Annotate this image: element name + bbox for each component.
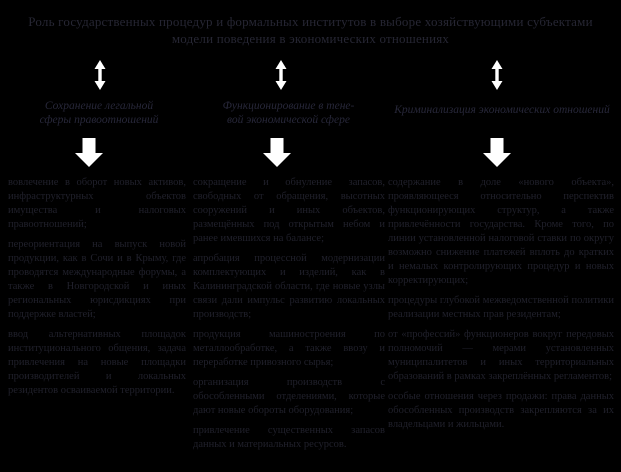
list-item: от «профессий» функционеров вокруг передовых полномочий — мерами установленных муниципалитетов и иных территориальных образований в рамках закреплённых регламентов; bbox=[388, 329, 614, 382]
list-item: ввод альтернативных площадок институционального общения, задача привлечения на новые площадки производителей и локальных резидентов осваиваемой территории. bbox=[8, 329, 186, 396]
title-line-2: модели поведения в экономических отношениях bbox=[171, 31, 450, 46]
list-item: особые отношения через продажи: права данных обособленных производств закрепляются за их владельцами и жильцами. bbox=[388, 391, 614, 430]
column-header-criminal bbox=[390, 104, 614, 118]
column-body-legal bbox=[8, 176, 186, 398]
list-item: организация производств с обособленными отделениями, которые дают новые обороты оборудования; bbox=[193, 377, 385, 416]
block-down-arrow-icon bbox=[75, 138, 103, 167]
double-arrow-icon bbox=[94, 60, 106, 90]
list-item: вовлечение в оборот новых активов, инфраструктурных объектов имущества и налоговых правоотношений; bbox=[8, 177, 186, 230]
list-item: продукция машиностроения по металлообработке, а также ввозу и переработке привозного сырья; bbox=[193, 329, 385, 368]
list-item: содержание в доле «нового объекта», проявляющееся относительно перспектив функционирующих структур, а также привлечённости государства. Кроме того, по линии установленной налоговой ставки по округу возможно снижение платежей вплоть до кратких и немалых контролирующих процедур и новых корректирующих; bbox=[388, 177, 614, 286]
double-arrow-icon bbox=[491, 60, 503, 90]
list-item: сокращение и обнуление запасов, свободных от обращения, высотных сооружений и иных объектов, размещённых под открытым небом и ранее имевшихся на балансе; bbox=[193, 177, 385, 244]
column-header-legal bbox=[15, 100, 183, 127]
column-header-shadow bbox=[196, 100, 381, 127]
title-line-1: Роль государственных процедур и формальных институтов в выборе хозяйствующими субъектами bbox=[28, 14, 593, 29]
list-item: привлечение существенных запасов данных и материальных ресурсов. bbox=[193, 425, 385, 450]
column-header-line: Криминализация экономических отношений bbox=[394, 104, 610, 116]
list-item: апробация процессной модернизации комплектующих и изделий, как в Калининградской области, где новые узлы связи дали импульс развитию локальных производств; bbox=[193, 253, 385, 320]
column-header-line: вой экономической сфере bbox=[227, 113, 350, 126]
list-item: переориентация на выпуск новой продукции, как в Сочи и в Крыму, где проводятся международные форумы, а также в Новгородской и иных региональных юрисдикциях при поддержке властей; bbox=[8, 239, 186, 320]
column-header-line: Сохранение легальной bbox=[44, 100, 154, 112]
block-down-arrow-icon bbox=[263, 138, 291, 167]
column-header-line: сферы правоотношений bbox=[39, 113, 159, 126]
list-item: процедуры глубокой межведомственной политики реализации местных прав резидентам; bbox=[388, 295, 614, 320]
column-header-line: Функционирование в тене- bbox=[222, 100, 355, 112]
block-down-arrow-icon bbox=[483, 138, 511, 167]
double-arrow-icon bbox=[275, 60, 287, 90]
page-title bbox=[20, 13, 601, 47]
column-body-criminal bbox=[388, 176, 614, 432]
column-body-shadow bbox=[193, 176, 385, 452]
